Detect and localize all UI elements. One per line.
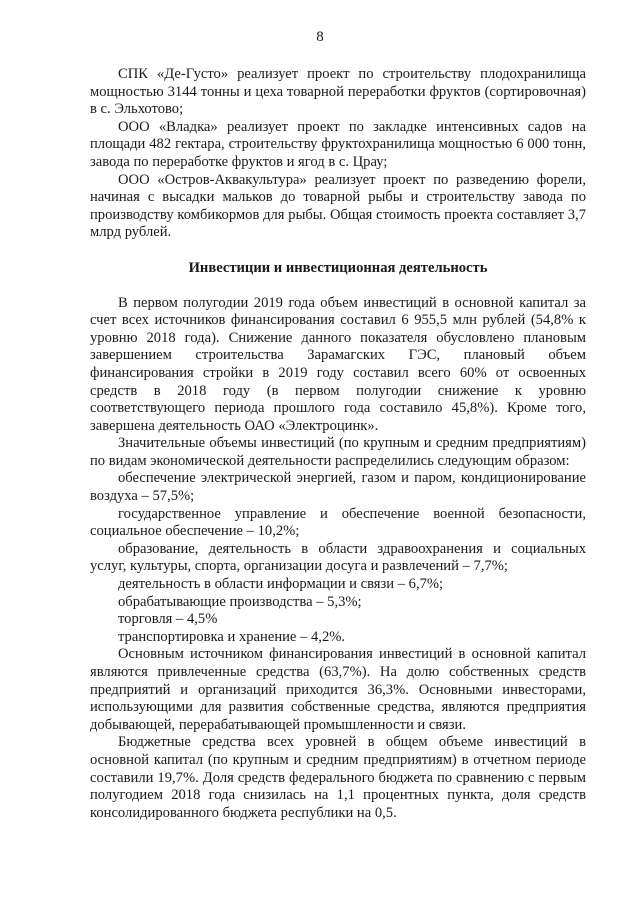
distribution-intro-paragraph: Значительные объемы инвестиций (по крупным и средним предприятиям) по видам экономической деятельности распределились следующим образом: bbox=[90, 435, 586, 469]
project-paragraph-ostrov-akvakultura: ООО «Остров-Аквакультура» реализует проект по разведению форели, начиная с высадки мальков до товарной рыбы и строительству завода по производству комбикормов для рыбы. Общая стоимость проекта составляет 3,7 млрд рублей. bbox=[90, 171, 586, 241]
project-paragraph-vladka: ООО «Владка» реализует проект по закладке интенсивных садов на площади 482 гектара, строительству фруктохранилища мощностью 6 000 тонн, завода по переработке фруктов и ягод в с. Црау; bbox=[90, 118, 586, 170]
spacer bbox=[90, 278, 586, 295]
financing-sources-paragraph: Основным источником финансирования инвестиций в основной капитал являются привлеченные средства (63,7%). На долю собственных средств предприятий и организаций приходится 36,3%. Основными инвесторами, использующими для развития собственные средства, являются предприятия добывающей, перерабатывающей промышленности и связи. bbox=[90, 646, 586, 733]
list-item: обрабатывающие производства – 5,3%; bbox=[118, 593, 362, 610]
list-item: торговля – 4,5% bbox=[118, 611, 218, 628]
list-item: образование, деятельность в области здравоохранения и социальных услуг, культуры, спорта, организации досуга и развлечений – 7,7%; bbox=[90, 540, 586, 575]
list-item: государственное управление и обеспечение военной безопасности, социальное обеспечение – 10,2%; bbox=[90, 505, 586, 540]
page-body bbox=[90, 66, 586, 822]
section-heading: Инвестиции и инвестиционная деятельность bbox=[188, 259, 488, 276]
page-number: 8 bbox=[316, 29, 324, 45]
investment-intro-paragraph: В первом полугодии 2019 года объем инвестиций в основной капитал за счет всех источников финансирования составил 6 955,5 млн рублей (54,8% к уровню 2018 года). Снижение данного показателя обусловлено плановым завершением строительства Зарамагских ГЭС, плановый объем финансирования стройки в 2019 году составил всего 60% от освоенных средств в 2018 году (в первом полугодии снижение к уровню соответствующего периода прошлого года составило 45,8%). Кроме того, завершена деятельность ОАО «Электроцинк». bbox=[90, 294, 586, 434]
budget-funds-paragraph: Бюджетные средства всех уровней в общем объеме инвестиций в основной капитал (по крупным и средним предприятиям) в отчетном периоде составили 19,7%. Доля средств федерального бюджета по сравнению с первым полугодием 2018 года снизилась на 1,1 процентных пункта, доля средств консолидированного бюджета республики на 0,5. bbox=[90, 734, 586, 821]
list-item: деятельность в области информации и связи – 6,7%; bbox=[118, 576, 444, 593]
project-paragraph-degusto: СПК «Де-Густо» реализует проект по строительству плодохранилища мощностью 3144 тонны и цеха товарной переработки фруктов (сортировочная) в с. Эльхотово; bbox=[90, 66, 586, 118]
spacer bbox=[90, 242, 586, 260]
list-item: обеспечение электрической энергией, газом и паром, кондиционирование воздуха – 57,5%; bbox=[90, 470, 586, 505]
list-item: транспортировка и хранение – 4,2%. bbox=[118, 628, 346, 645]
